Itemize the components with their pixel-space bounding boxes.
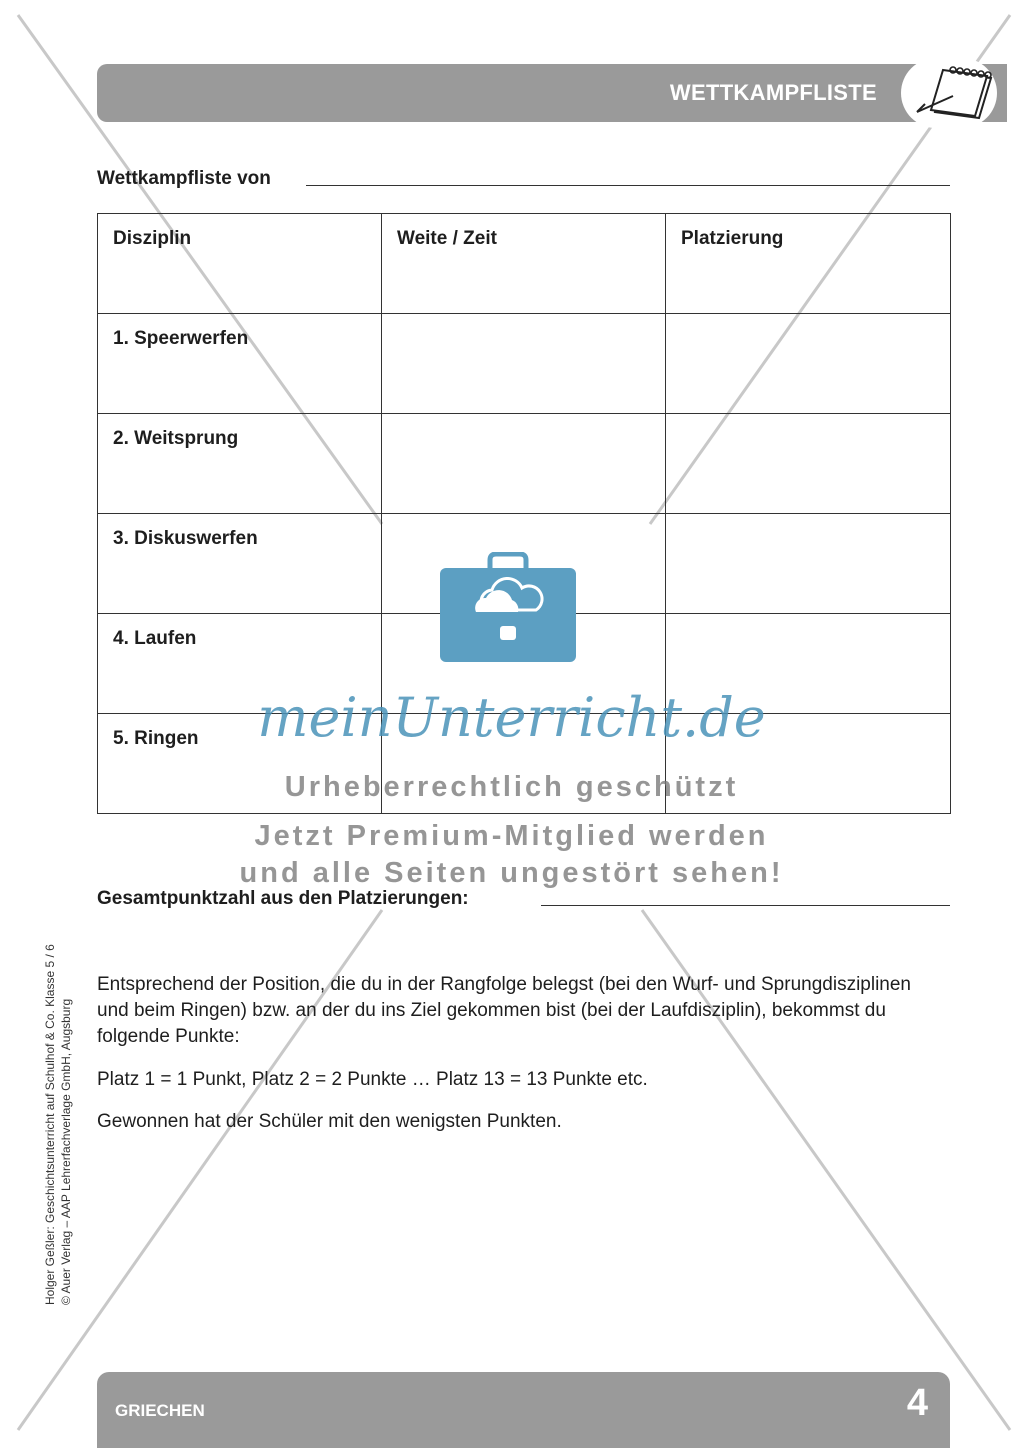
result-cell[interactable] (382, 414, 666, 514)
page-title: WETTKAMPFLISTE (669, 80, 877, 105)
discipline-cell: 1. Speerwerfen (98, 314, 382, 414)
discipline-cell: 2. Weitsprung (98, 414, 382, 514)
list-heading: Wettkampfliste von (97, 168, 271, 189)
table-row (98, 314, 951, 414)
side-credit (42, 944, 74, 1305)
watermark-copyright: Urheberrechtlich geschützt (284, 771, 739, 803)
result-cell[interactable] (382, 314, 666, 414)
placement-cell[interactable] (666, 514, 951, 614)
discipline-cell: 4. Laufen (98, 614, 382, 714)
watermark-premium: Jetzt Premium-Mitglied werden (254, 820, 769, 852)
placement-cell[interactable] (666, 414, 951, 514)
credit-publisher: © Auer Verlag – AAP Lehrerfachverlage GmbH, Augsburg (59, 998, 73, 1305)
placement-cell[interactable] (666, 314, 951, 414)
column-header-placement: Platzierung (666, 214, 951, 314)
discipline-cell: 3. Diskuswerfen (98, 514, 382, 614)
page-number: 4 (906, 1382, 928, 1424)
total-points-label: Gesamtpunktzahl aus den Platzierungen: (97, 888, 469, 909)
footer-bar (97, 1372, 950, 1448)
scoring-explanation: Entsprechend der Position, die du in der Rangfolge belegst (bei den Wurf- und Sprungdisziplinen und beim Ringen) bzw. an der du ins Ziel gekommen bist (bei der Laufdisziplin), bekommst du folgende Punkte: (97, 974, 911, 1047)
scoring-rule: Platz 1 = 1 Punkt, Platz 2 = 2 Punkte … Platz 13 = 13 Punkte etc. (97, 1069, 648, 1090)
table-header-row (98, 214, 951, 314)
header-bar (97, 64, 1007, 122)
column-header-result: Weite / Zeit (382, 214, 666, 314)
column-header-discipline: Disziplin (98, 214, 382, 314)
winner-rule: Gewonnen hat der Schüler mit den wenigsten Punkten. (97, 1111, 562, 1132)
notepad-icon (913, 62, 997, 124)
table-row (98, 414, 951, 514)
watermark-premium-cta: und alle Seiten ungestört sehen! (239, 857, 784, 889)
name-input-line[interactable] (306, 185, 950, 186)
discipline-cell: 5. Ringen (98, 714, 382, 814)
chapter-label: GRIECHEN (115, 1401, 205, 1420)
credit-author: Holger Geßler: Geschichtsunterricht auf Schulhof & Co. Klasse 5 / 6 (43, 944, 57, 1305)
watermark-brand: meinUnterricht.de (257, 686, 766, 749)
total-points-input-line[interactable] (541, 905, 950, 906)
briefcase-cloud-icon (438, 552, 578, 664)
